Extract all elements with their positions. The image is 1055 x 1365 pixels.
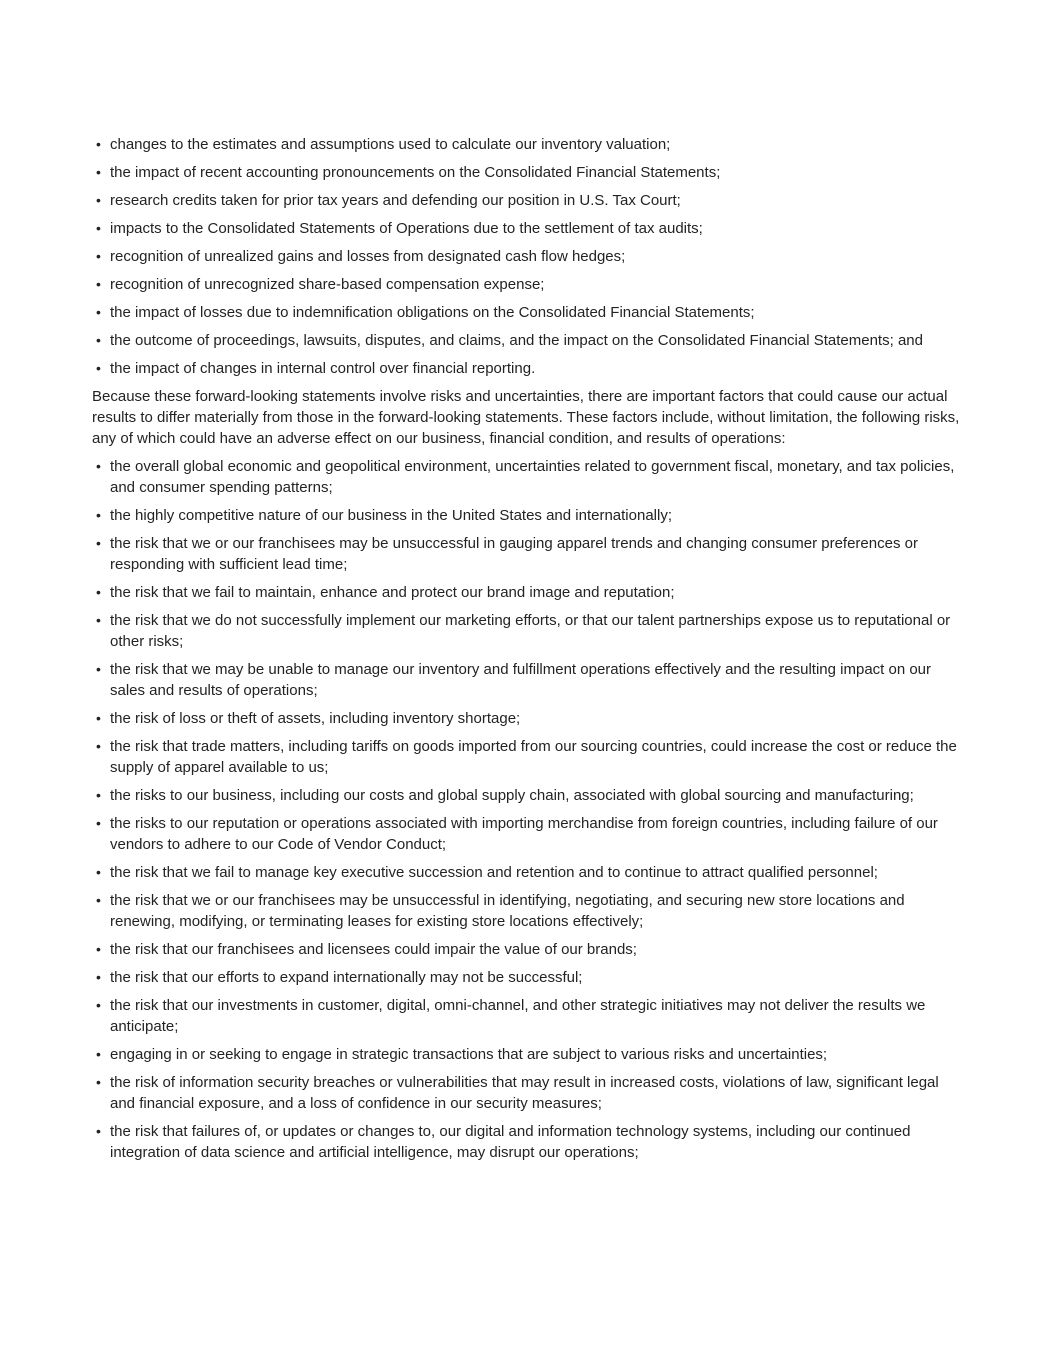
list-item-text: the risk that we do not successfully implement our marketing efforts, or that our talent partnerships expose us to reputational or other risks; bbox=[110, 612, 951, 650]
list-item bbox=[92, 1121, 964, 1163]
risk-factors-list bbox=[92, 456, 964, 1163]
list-item-text: the impact of losses due to indemnification obligations on the Consolidated Financial Statements; bbox=[110, 304, 755, 321]
list-item-text: engaging in or seeking to engage in strategic transactions that are subject to various risks and uncertainties; bbox=[110, 1046, 828, 1063]
list-item-text: the risk of information security breaches or vulnerabilities that may result in increased costs, violations of law, significant legal and financial exposure, and a loss of confidence in our security measures; bbox=[110, 1074, 939, 1112]
list-item bbox=[92, 456, 964, 498]
forward-looking-items-list bbox=[92, 134, 964, 379]
list-item bbox=[92, 218, 964, 239]
list-item-text: the impact of changes in internal control over financial reporting. bbox=[110, 360, 536, 377]
list-item-text: the risk that our efforts to expand internationally may not be successful; bbox=[110, 969, 583, 986]
list-item-text: the risk that we or our franchisees may be unsuccessful in identifying, negotiating, and securing new store locations and renewing, modifying, or terminating leases for existing store locations effectively; bbox=[110, 892, 905, 930]
list-item-text: recognition of unrealized gains and losses from designated cash flow hedges; bbox=[110, 248, 626, 265]
list-item-text: the overall global economic and geopolitical environment, uncertainties related to government fiscal, monetary, and tax policies, and consumer spending patterns; bbox=[110, 458, 955, 496]
list-item-text: the risk that our investments in customer, digital, omni-channel, and other strategic initiatives may not deliver the results we anticipate; bbox=[110, 997, 926, 1035]
list-item bbox=[92, 330, 964, 351]
list-item-text: the impact of recent accounting pronouncements on the Consolidated Financial Statements; bbox=[110, 164, 721, 181]
list-item bbox=[92, 659, 964, 701]
intro-paragraph: Because these forward-looking statements involve risks and uncertainties, there are important factors that could cause our actual results to differ materially from those in the forward-looking statements. These factors include, without limitation, the following risks, any of which could have an adverse effect on our business, financial condition, and results of operations: bbox=[92, 388, 960, 447]
list-item-text: the outcome of proceedings, lawsuits, disputes, and claims, and the impact on the Consolidated Financial Statements; and bbox=[110, 332, 923, 349]
list-item-text: the risk that trade matters, including tariffs on goods imported from our sourcing countries, could increase the cost or reduce the supply of apparel available to us; bbox=[110, 738, 957, 776]
list-item-text: research credits taken for prior tax years and defending our position in U.S. Tax Court; bbox=[110, 192, 681, 209]
list-item bbox=[92, 813, 964, 855]
list-item-text: recognition of unrecognized share-based compensation expense; bbox=[110, 276, 545, 293]
list-item bbox=[92, 890, 964, 932]
list-item bbox=[92, 1044, 964, 1065]
list-item bbox=[92, 967, 964, 988]
list-item-text: the highly competitive nature of our business in the United States and internationally; bbox=[110, 507, 673, 524]
list-item bbox=[92, 246, 964, 267]
list-item bbox=[92, 1072, 964, 1114]
list-item bbox=[92, 358, 964, 379]
list-item bbox=[92, 274, 964, 295]
list-item bbox=[92, 610, 964, 652]
list-item-text: the risk that our franchisees and licensees could impair the value of our brands; bbox=[110, 941, 637, 958]
list-item-text: changes to the estimates and assumptions used to calculate our inventory valuation; bbox=[110, 136, 671, 153]
list-item bbox=[92, 995, 964, 1037]
list-item bbox=[92, 785, 964, 806]
list-item bbox=[92, 582, 964, 603]
list-item bbox=[92, 134, 964, 155]
list-item-text: the risks to our reputation or operations associated with importing merchandise from foreign countries, including failure of our vendors to adhere to our Code of Vendor Conduct; bbox=[110, 815, 938, 853]
list-item-text: the risk that we fail to maintain, enhance and protect our brand image and reputation; bbox=[110, 584, 675, 601]
list-item-text: the risk that we or our franchisees may be unsuccessful in gauging apparel trends and changing consumer preferences or responding with sufficient lead time; bbox=[110, 535, 918, 573]
list-item-text: the risk of loss or theft of assets, including inventory shortage; bbox=[110, 710, 521, 727]
list-item bbox=[92, 862, 964, 883]
list-item bbox=[92, 190, 964, 211]
list-item bbox=[92, 505, 964, 526]
list-item bbox=[92, 302, 964, 323]
list-item bbox=[92, 939, 964, 960]
list-item bbox=[92, 533, 964, 575]
list-item bbox=[92, 708, 964, 729]
list-item bbox=[92, 162, 964, 183]
list-item-text: impacts to the Consolidated Statements of Operations due to the settlement of tax audits; bbox=[110, 220, 703, 237]
list-item-text: the risk that we may be unable to manage our inventory and fulfillment operations effectively and the resulting impact on our sales and results of operations; bbox=[110, 661, 932, 699]
list-item bbox=[92, 736, 964, 778]
list-item-text: the risks to our business, including our costs and global supply chain, associated with global sourcing and manufacturing; bbox=[110, 787, 914, 804]
list-item-text: the risk that failures of, or updates or changes to, our digital and information technology systems, including our continued integration of data science and artificial intelligence, may disrupt our operations; bbox=[110, 1123, 911, 1161]
list-item-text: the risk that we fail to manage key executive succession and retention and to continue to attract qualified personnel; bbox=[110, 864, 878, 881]
